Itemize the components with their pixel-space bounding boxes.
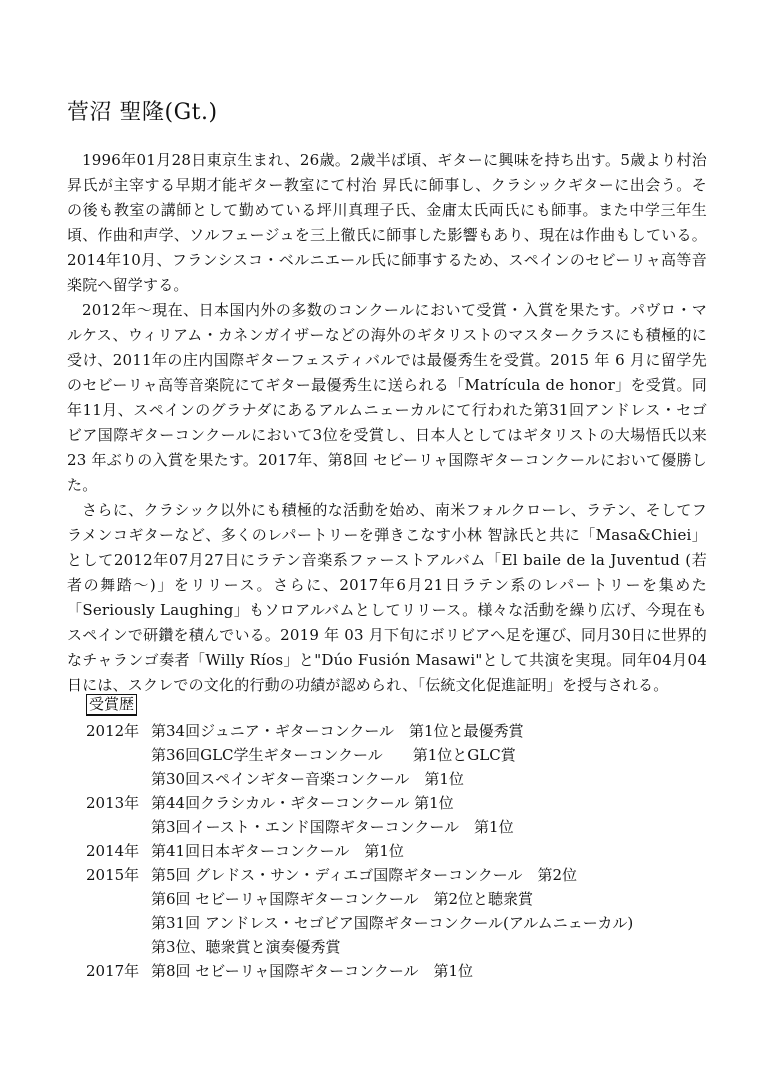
award-year-block	[67, 791, 707, 839]
award-entry: 第8回 セビーリャ国際ギターコンクール 第1位	[151, 962, 474, 980]
page-title: 菅沼 聖隆(Gt.)	[67, 100, 218, 125]
award-entries	[151, 791, 707, 839]
bio-paragraph: 2012年〜現在、日本国内外の多数のコンクールにおいて受賞・入賞を果たす。パヴロ・マルケス、ウィリアム・カネンガイザーなどの海外のギタリストのマスタークラスにも積極的に受け、2011年の庄内国際ギターフェスティバルでは最優秀生を受賞。2015 年 6 月に留学先のセビーリャ高等音楽院にてギター最優秀生に送られる「Matrícula de honor」を受賞。同年11月、スペインのグラナダにあるアルムニェーカルにて行われた第31回アンドレス・セゴビア国際ギターコンクールにおいて3位を受賞し、日本人としてはギタリストの大場悟氏以来 23 年ぶりの入賞を果たす。2017年、第8回 セビーリャ国際ギターコンクールにおいて優勝した。	[67, 301, 707, 494]
award-entry: 第31回 アンドレス・セゴビア国際ギターコンクール(アルムニェーカル)	[151, 914, 634, 932]
award-year-block	[67, 863, 707, 959]
awards-list	[67, 719, 707, 983]
award-entries	[151, 863, 707, 959]
award-year: 2017年	[86, 962, 140, 980]
award-year-block	[67, 719, 707, 791]
award-entry: 第6回 セビーリャ国際ギターコンクール 第2位と聴衆賞	[151, 890, 534, 908]
award-entry: 第34回ジュニア・ギターコンクール 第1位と最優秀賞	[151, 722, 524, 740]
award-entries	[151, 719, 707, 791]
award-entry: 第36回GLC学生ギターコンクール 第1位とGLC賞	[151, 746, 516, 764]
award-entries	[151, 959, 707, 983]
awards-heading: 受賞歴	[86, 694, 137, 716]
award-year: 2013年	[86, 794, 140, 812]
award-year: 2012年	[86, 722, 140, 740]
award-entry: 第3回イースト・エンド国際ギターコンクール 第1位	[151, 818, 514, 836]
award-entry: 第30回スペインギター音楽コンクール 第1位	[151, 770, 464, 788]
award-year-block	[67, 839, 707, 863]
bio-paragraph: さらに、クラシック以外にも積極的な活動を始め、南米フォルクローレ、ラテン、そしてフラメンコギターなど、多くのレパートリーを弾きこなす小林 智詠氏と共に「Masa&Chiei」として2012年07月27日にラテン音楽系ファーストアルバム「El baile de la Juventud (若者の舞踏〜)」をリリース。さらに、2017年6月21日ラテン系のレパートリーを集めた「Seriously Laughing」もソロアルバムとしてリリース。様々な活動を繰り広げ、今現在もスペインで研鑽を積んでいる。2019 年 03 月下旬にボリビアへ足を運び、同月30日に世界的なチャランゴ奏者「Willy Ríos」と"Dúo Fusión Masawi"として共演を実現。同年04月04日には、スクレでの文化的行動の功績が認められ、「伝統文化促進証明」を授与される。	[67, 501, 707, 694]
award-entry: 第44回クラシカル・ギターコンクール 第1位	[151, 794, 454, 812]
bio-paragraph: 1996年01月28日東京生まれ、26歳。2歳半ば頃、ギターに興味を持ち出す。5歳より村治 昇氏が主宰する早期才能ギター教室にて村治 昇氏に師事し、クラシックギターに出会う。その後も教室の講師として勤めている坪川真理子氏、金庸太氏両氏にも師事。また中学三年生頃、作曲和声学、ソルフェージュを三上徹氏に師事した影響もあり、現在は作曲もしている。2014年10月、フランシスコ・ベルニエール氏に師事するため、スペインのセビーリャ高等音楽院へ留学する。	[67, 151, 707, 294]
award-entry: 第3位、聴衆賞と演奏優秀賞	[151, 938, 341, 956]
award-entry: 第5回 グレドス・サン・ディエゴ国際ギターコンクール 第2位	[151, 866, 578, 884]
award-entry: 第41回日本ギターコンクール 第1位	[151, 842, 404, 860]
award-entries	[151, 839, 707, 863]
award-year-block	[67, 959, 707, 983]
biography	[67, 148, 707, 698]
award-year: 2015年	[86, 866, 140, 884]
awards-section	[67, 694, 707, 983]
award-year: 2014年	[86, 842, 140, 860]
